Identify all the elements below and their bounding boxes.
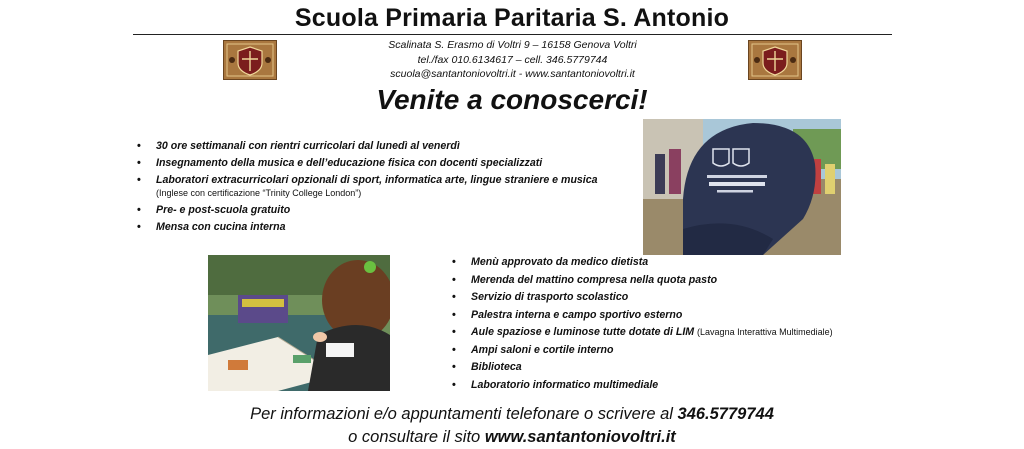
item-note: (Lavagna Interattiva Multimediale) [697,327,833,337]
slogan: Venite a conoscerci! [376,84,648,115]
features-list-bottom [452,256,922,396]
footer-site: www.santantoniovoltri.it [484,428,676,446]
list-item [452,274,922,287]
item-text: Mensa con cucina interna [156,221,286,233]
item-text: Aule spaziose e luminose tutte dotate di LIM [471,326,695,338]
footer-phone: 346.5779744 [677,405,774,423]
child-reading-photo [208,255,390,391]
item-text: Merenda del mattino compresa nella quota pasto [471,273,718,286]
footer-site-prefix: o consultare il sito [348,428,485,446]
list-item [452,379,922,392]
list-item [137,204,627,217]
item-text: Palestra interna e campo sportivo esterno [471,308,683,321]
list-item [452,309,922,322]
item-text: Biblioteca [471,361,522,373]
item-note: (Inglese con certificazione “Trinity College London”) [156,188,362,198]
footer-line-phone [0,403,1024,426]
list-item [137,140,627,153]
item-text: 30 ore settimanali con rientri curricolari dal lunedì al venerdì [156,140,460,152]
list-item [452,361,922,374]
crest-icon [223,40,277,80]
list-item [137,221,627,234]
footer-phone-prefix: Per informazioni e/o appuntamenti telefonare o scrivere al [250,405,678,423]
contact-block [300,38,725,82]
list-item [452,344,922,357]
list-item [137,174,627,200]
phone-line: tel./fax 010.6134617 – cell. 346.5779744 [417,53,608,66]
footer-contact [0,403,1024,449]
school-cap-photo [643,119,841,255]
item-text: Laboratorio informatico multimediale [471,378,659,391]
list-item [452,256,922,269]
list-item [452,326,922,339]
item-text: Pre- e post-scuola gratuito [156,204,291,216]
item-text: Ampi saloni e cortile interno [471,343,614,356]
item-text: Laboratori extracurricolari opzionali di sport, informatica arte, lingue straniere e musica [156,174,598,186]
email-web-line: scuola@santantoniovoltri.it - www.santantoniovoltri.it [390,68,635,80]
item-text: Menù approvato da medico dietista [471,256,649,268]
list-item [137,157,627,170]
school-title: Scuola Primaria Paritaria S. Antonio [294,4,730,32]
crest-icon [748,40,802,80]
title-divider [133,34,892,35]
features-list-top [137,140,627,238]
item-text: Servizio di trasporto scolastico [471,291,629,303]
footer-line-site [0,426,1024,449]
list-item [452,291,922,304]
item-text: Insegnamento della musica e dell’educazione fisica con docenti specializzati [156,157,543,169]
address-line: Scalinata S. Erasmo di Voltri 9 – 16158 Genova Voltri [388,39,637,51]
